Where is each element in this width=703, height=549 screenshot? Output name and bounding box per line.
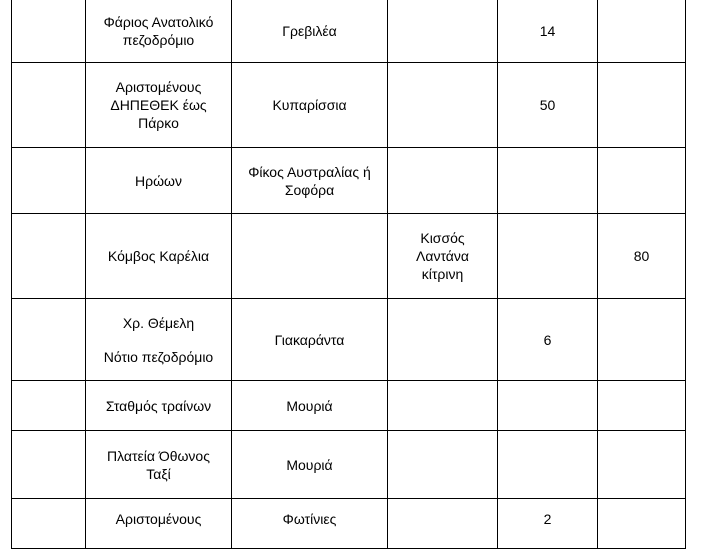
- table-row: [12, 299, 686, 381]
- location-cell: Πλατεία Όθωνος Ταξί: [86, 431, 232, 499]
- tree-quantity-cell: 2: [498, 499, 598, 549]
- shrub-species-cell: [388, 381, 498, 431]
- index-cell: [12, 214, 86, 299]
- shrub-species-cell: Κισσός Λαντάνα κίτρινη: [388, 214, 498, 299]
- shrub-quantity-cell: [598, 499, 686, 549]
- shrub-quantity-cell: [598, 148, 686, 214]
- tree-species-cell: [232, 214, 388, 299]
- tree-quantity-cell: [498, 431, 598, 499]
- table-row: [12, 148, 686, 214]
- index-cell: [12, 431, 86, 499]
- location-cell: Σταθμός τραίνων: [86, 381, 232, 431]
- shrub-quantity-cell: 80: [598, 214, 686, 299]
- index-cell: [12, 63, 86, 148]
- tree-species-cell: Μουριά: [232, 431, 388, 499]
- tree-quantity-cell: [498, 148, 598, 214]
- shrub-quantity-cell: [598, 299, 686, 381]
- location-cell: Αριστομένους ΔΗΠΕΘΕΚ έως Πάρκο: [86, 63, 232, 148]
- shrub-species-cell: [388, 148, 498, 214]
- tree-quantity-cell: [498, 381, 598, 431]
- shrub-quantity-cell: [598, 63, 686, 148]
- shrub-species-cell: [388, 299, 498, 381]
- index-cell: [12, 499, 86, 549]
- shrub-quantity-cell: [598, 0, 686, 63]
- table-row: [12, 499, 686, 549]
- tree-species-cell: Φωτίνιες: [232, 499, 388, 549]
- tree-species-cell: Μουριά: [232, 381, 388, 431]
- table-row: [12, 0, 686, 63]
- tree-species-cell: Φίκος Αυστραλίας ή Σοφόρα: [232, 148, 388, 214]
- tree-quantity-cell: 50: [498, 63, 598, 148]
- table-row: [12, 214, 686, 299]
- tree-species-cell: Γιακαράντα: [232, 299, 388, 381]
- table-row: [12, 63, 686, 148]
- shrub-species-cell: [388, 63, 498, 148]
- table-row: [12, 431, 686, 499]
- planting-table: [11, 0, 686, 549]
- tree-quantity-cell: 6: [498, 299, 598, 381]
- shrub-quantity-cell: [598, 381, 686, 431]
- location-cell: Ηρώων: [86, 148, 232, 214]
- shrub-species-cell: [388, 499, 498, 549]
- shrub-species-cell: [388, 0, 498, 63]
- table-row: [12, 381, 686, 431]
- index-cell: [12, 299, 86, 381]
- index-cell: [12, 148, 86, 214]
- location-cell: Χρ. Θέμελη Νότιο πεζοδρόμιο: [86, 299, 232, 381]
- location-cell: Αριστομένους: [86, 499, 232, 549]
- index-cell: [12, 381, 86, 431]
- tree-quantity-cell: 14: [498, 0, 598, 63]
- shrub-quantity-cell: [598, 431, 686, 499]
- tree-species-cell: Κυπαρίσσια: [232, 63, 388, 148]
- location-cell: Φάριος Ανατολικό πεζοδρόμιο: [86, 0, 232, 63]
- tree-quantity-cell: [498, 214, 598, 299]
- shrub-species-cell: [388, 431, 498, 499]
- tree-species-cell: Γρεβιλέα: [232, 0, 388, 63]
- index-cell: [12, 0, 86, 63]
- location-cell: Κόμβος Καρέλια: [86, 214, 232, 299]
